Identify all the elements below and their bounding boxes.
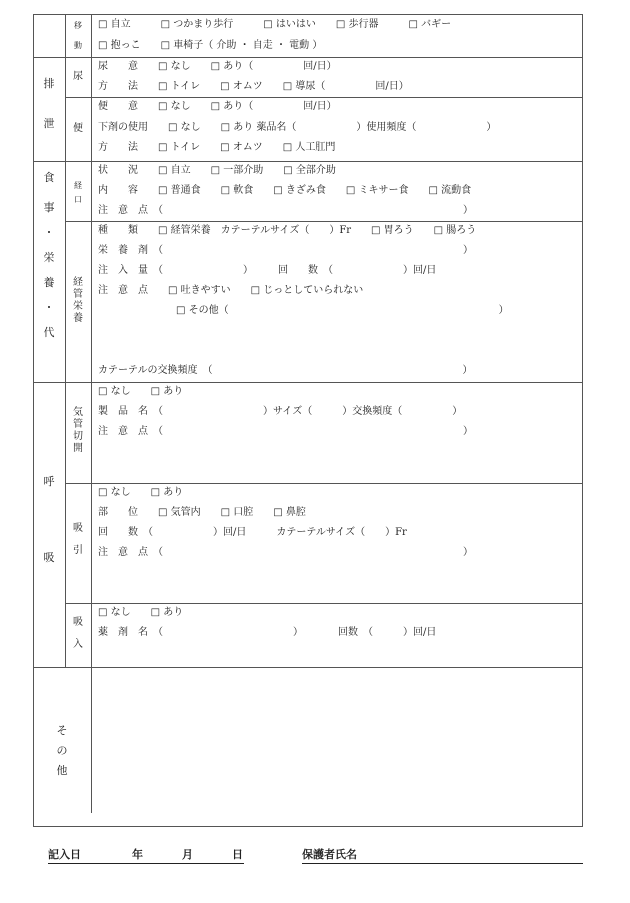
tube-label-char: 養 xyxy=(73,313,83,324)
tube-label-char: 管 xyxy=(73,289,83,300)
tube-row4[interactable]: 注 意 点 □ 吐きやすい □ じっとしていられない xyxy=(98,285,364,296)
tracheostomy-label-char: 管 xyxy=(73,419,83,430)
category-column-divider xyxy=(65,15,66,667)
other-label-char: そ xyxy=(56,724,68,737)
date-underline[interactable] xyxy=(48,863,244,864)
meal-category-char: 養 xyxy=(43,276,55,289)
mobility-options-row2[interactable]: □ 抱っこ □ 車椅子（ 介助 ・ 自走 ・ 電動 ） xyxy=(98,40,323,51)
tube-label-char: 経 xyxy=(73,277,83,288)
entry-day-label: 日 xyxy=(232,848,243,861)
entry-date-label: 記入日 xyxy=(48,848,81,861)
other-label-char: の xyxy=(56,744,68,757)
tracheostomy-label-char: 気 xyxy=(73,407,83,418)
guardian-name-underline[interactable] xyxy=(302,863,583,864)
suction-row2[interactable]: 部 位 □ 気管内 □ 口腔 □ 鼻腔 xyxy=(98,507,306,518)
tube-feeding-label xyxy=(68,277,88,325)
suction-label-char: 吸 xyxy=(73,523,83,534)
suction-row1[interactable]: □ なし □ あり xyxy=(98,487,184,498)
guardian-name-label: 保護者氏名 xyxy=(302,848,357,861)
suction-row3[interactable]: 回 数 （ ）回/日 カテーテルサイズ（ ）Fr xyxy=(98,527,407,538)
respiration-category xyxy=(39,471,59,569)
tracheostomy-row2[interactable]: 製 品 名 （ ）サイズ（ ）交換頻度（ ） xyxy=(98,406,463,417)
urine-label: 尿 xyxy=(73,71,83,82)
oral-row1[interactable]: 状 況 □ 自立 □ 一部介助 □ 全部介助 xyxy=(98,165,336,176)
respiration-category-char: 呼 xyxy=(43,475,55,488)
row-divider-oral xyxy=(65,221,582,222)
meal-category-char: 事 xyxy=(43,201,55,214)
mobility-label-char: 動 xyxy=(74,41,82,50)
tube-row1[interactable]: 種 類 □ 経管栄養 カテーテルサイズ（ ）Fr □ 胃ろう □ 腸ろう xyxy=(98,225,477,236)
tube-label-char: 栄 xyxy=(73,301,83,312)
excretion-category xyxy=(39,73,59,135)
entry-year-label: 年 xyxy=(132,848,143,861)
oral-row2[interactable]: 内 容 □ 普通食 □ 軟食 □ きざみ食 □ ミキサー食 □ 流動食 xyxy=(98,185,472,196)
stool-row3[interactable]: 方 法 □ トイレ □ オムツ □ 人工肛門 xyxy=(98,142,336,153)
inhalation-row1[interactable]: □ なし □ あり xyxy=(98,607,184,618)
urine-row1[interactable]: 尿 意 □ なし □ あり（ 回/日） xyxy=(98,61,337,72)
row-divider-suction xyxy=(65,603,582,604)
inhalation-row2[interactable]: 薬 剤 名 （ ） 回数 （ ）回/日 xyxy=(98,627,437,638)
row-divider-tracheostomy xyxy=(65,483,582,484)
meal-category-char: 代 xyxy=(43,326,55,339)
row-divider-urine xyxy=(65,97,582,98)
entry-month-label: 月 xyxy=(182,848,193,861)
other-notes-area[interactable] xyxy=(92,668,582,826)
tracheostomy-row1[interactable]: □ なし □ あり xyxy=(98,386,184,397)
tracheostomy-label-char: 切 xyxy=(73,431,83,442)
mobility-label xyxy=(67,19,89,53)
tracheostomy-label xyxy=(68,407,88,455)
mobility-label-char: 移 xyxy=(74,21,82,30)
other-label-char: 他 xyxy=(56,764,68,777)
suction-row4[interactable]: 注 意 点 （ ） xyxy=(98,547,473,558)
stool-label: 便 xyxy=(73,123,83,134)
oral-label xyxy=(68,179,88,207)
inhalation-label-char: 吸 xyxy=(73,617,83,628)
inhalation-label xyxy=(68,617,88,651)
footer-signature xyxy=(48,849,583,865)
excretion-category-char: 排 xyxy=(43,77,55,90)
excretion-category-char: 泄 xyxy=(43,117,55,130)
meal-category-char: 食 xyxy=(43,171,55,184)
oral-row3[interactable]: 注 意 点 （ ） xyxy=(98,205,473,216)
oral-label-char: 口 xyxy=(74,195,82,204)
other-label xyxy=(50,721,74,781)
meal-category-char: ・ xyxy=(43,226,55,239)
tube-row5[interactable]: □ その他（ ） xyxy=(176,305,509,316)
suction-label-char: 引 xyxy=(73,545,83,556)
inhalation-label-char: 入 xyxy=(73,639,83,650)
row-divider-excretion xyxy=(34,161,582,162)
mobility-options-row1[interactable]: □ 自立 □ つかまり歩行 □ はいはい □ 歩行器 □ バギー xyxy=(98,19,452,30)
oral-label-char: 経 xyxy=(74,181,82,190)
respiration-category-char: 吸 xyxy=(43,551,55,564)
urine-row2[interactable]: 方 法 □ トイレ □ オムツ □ 導尿（ 回/日） xyxy=(98,81,409,92)
tube-row2[interactable]: 栄 養 剤 （ ） xyxy=(98,245,473,256)
tube-row6[interactable]: カテーテルの交換頻度 （ ） xyxy=(98,365,473,376)
row-divider-meal xyxy=(34,382,582,383)
stool-row1[interactable]: 便 意 □ なし □ あり（ 回/日） xyxy=(98,101,337,112)
meal-category xyxy=(39,167,59,344)
stool-row2[interactable]: 下剤の使用 □ なし □ あり 薬品名（ ）使用頻度（ ） xyxy=(98,122,497,133)
meal-category-char: ・ xyxy=(43,301,55,314)
tracheostomy-row3[interactable]: 注 意 点 （ ） xyxy=(98,426,473,437)
tube-row3[interactable]: 注 入 量 （ ） 回 数 （ ）回/日 xyxy=(98,265,437,276)
care-form-table xyxy=(33,14,583,827)
meal-category-char: 栄 xyxy=(43,251,55,264)
row-divider-mobility xyxy=(34,57,582,58)
tracheostomy-label-char: 開 xyxy=(73,443,83,454)
suction-label xyxy=(68,523,88,557)
